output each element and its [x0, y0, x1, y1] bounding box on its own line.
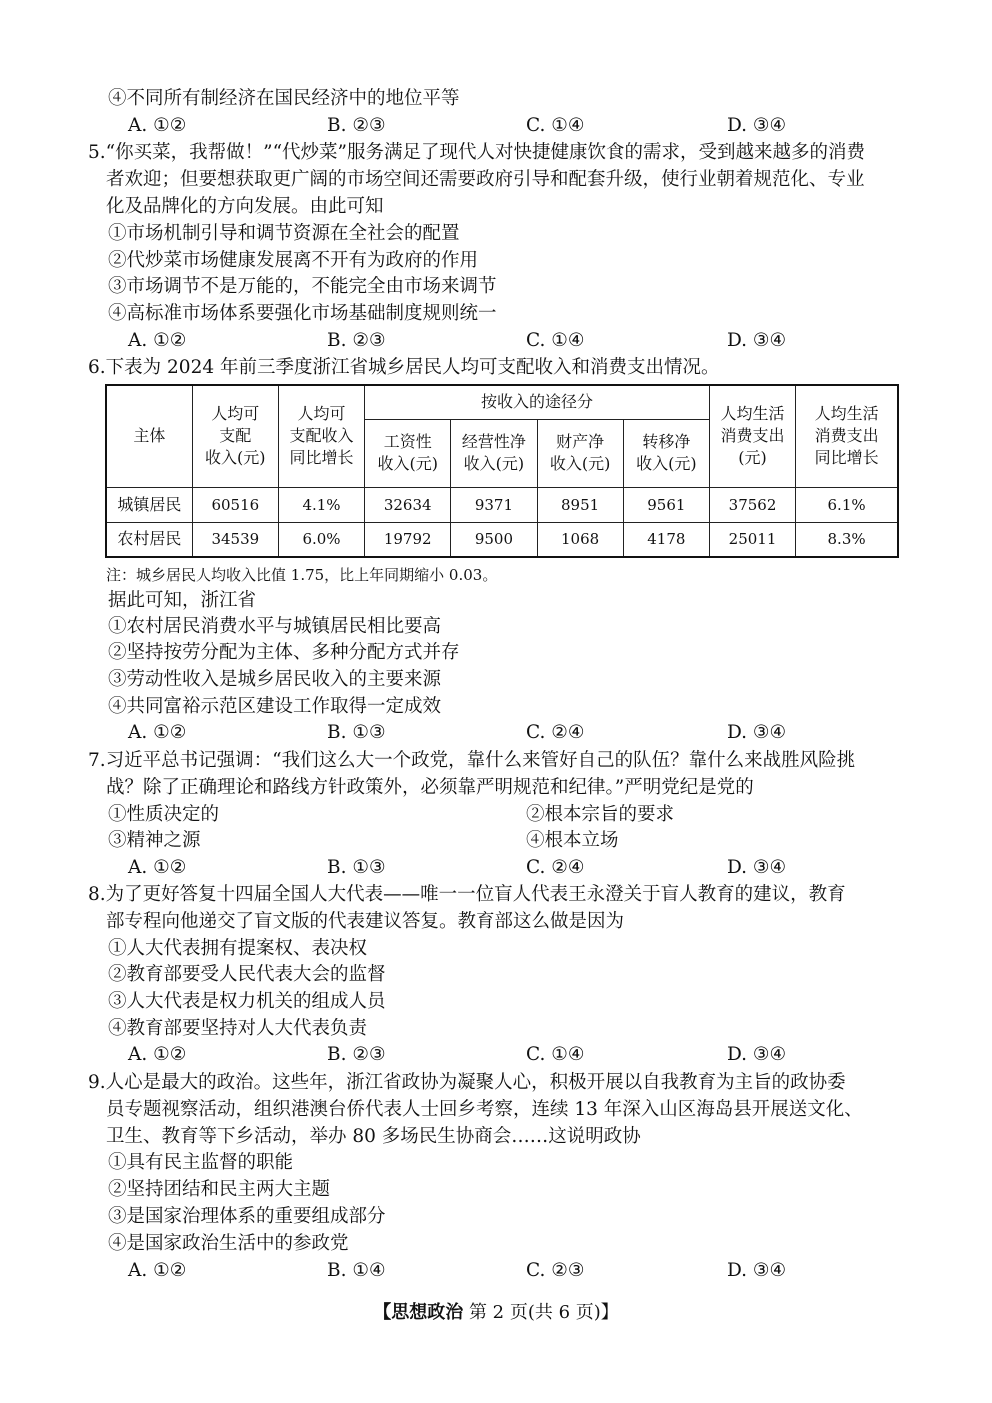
cell-wage: 19792	[365, 522, 451, 557]
cell-property: 1068	[537, 522, 623, 557]
q9-item-1: ①具有民主监督的职能	[108, 1152, 294, 1173]
q9-item-4: ④是国家政治生活中的参政党	[108, 1233, 349, 1254]
q6-option-a: A. ①②	[128, 722, 187, 743]
q9-option-d: D. ③④	[727, 1260, 787, 1281]
q4-item-4: ④不同所有制经济在国民经济中的地位平等	[108, 88, 460, 109]
header-consumption: 人均生活 消费支出 (元)	[709, 385, 795, 487]
cell-business: 9371	[451, 487, 537, 522]
q8-item-1: ①人大代表拥有提案权、表决权	[108, 938, 368, 959]
q7-stem-line2: 战？除了正确理论和路线方针政策外，必须靠严明规范和纪律。”严明党纪是党的	[106, 777, 754, 798]
income-table	[105, 384, 899, 558]
cell-property: 8951	[537, 487, 623, 522]
cell-wage: 32634	[365, 487, 451, 522]
q8-option-a: A. ①②	[128, 1044, 187, 1065]
q7-stem-line1: 7.习近平总书记强调：“我们这么大一个政党，靠什么来管好自己的队伍？靠什么来战胜风险挑	[88, 750, 856, 771]
cell-subject: 农村居民	[106, 522, 192, 557]
q8-item-2: ②教育部要受人民代表大会的监督	[108, 964, 386, 985]
header-subject: 主体	[106, 385, 192, 487]
cell-consumption-growth: 6.1%	[796, 487, 898, 522]
cell-business: 9500	[451, 522, 537, 557]
q4-option-c: C. ①④	[526, 115, 585, 136]
q8-stem-line2: 部专程向他递交了盲文版的代表建议答复。教育部这么做是因为	[106, 911, 625, 932]
q9-stem-line2: 员专题视察活动，组织港澳台侨代表人士回乡考察，连续 13 年深入山区海岛县开展送文化、	[106, 1099, 863, 1120]
header-income-sources: 按收入的途径分	[365, 385, 710, 419]
cell-income: 60516	[192, 487, 278, 522]
q8-option-b: B. ②③	[327, 1044, 386, 1065]
q9-stem-line3: 卫生、教育等下乡活动，举办 80 多场民生协商会……这说明政协	[106, 1126, 641, 1147]
q5-item-3: ③市场调节不是万能的，不能完全由市场来调节	[108, 276, 497, 297]
q8-stem-line1: 8.为了更好答复十四届全国人大代表——唯一一位盲人代表王永澄关于盲人教育的建议，教育	[88, 884, 846, 905]
q7-option-a: A. ①②	[128, 857, 187, 878]
footer-subject: 【思想政治	[373, 1302, 464, 1323]
header-business: 经营性净 收入(元)	[451, 419, 537, 487]
header-transfer: 转移净 收入(元)	[623, 419, 709, 487]
q7-option-b: B. ①③	[327, 857, 386, 878]
q5-stem-line3: 化及品牌化的方向发展。由此可知	[106, 196, 384, 217]
q9-item-3: ③是国家治理体系的重要组成部分	[108, 1206, 386, 1227]
q5-option-b: B. ②③	[327, 330, 386, 351]
table-row	[106, 487, 898, 522]
q5-item-2: ②代炒菜市场健康发展离不开有为政府的作用	[108, 250, 479, 271]
cell-income-growth: 6.0%	[278, 522, 364, 557]
header-consumption-growth: 人均生活 消费支出 同比增长	[796, 385, 898, 487]
page-footer	[0, 1298, 992, 1324]
cell-consumption-growth: 8.3%	[796, 522, 898, 557]
header-income-growth: 人均可 支配收入 同比增长	[278, 385, 364, 487]
q8-item-3: ③人大代表是权力机关的组成人员	[108, 991, 386, 1012]
q6-item-2: ②坚持按劳分配为主体、多种分配方式并存	[108, 642, 460, 663]
q5-option-c: C. ①④	[526, 330, 585, 351]
q6-lead: 据此可知，浙江省	[108, 590, 257, 611]
q4-option-a: A. ①②	[128, 115, 187, 136]
q6-stem: 6.下表为 2024 年前三季度浙江省城乡居民人均可支配收入和消费支出情况。	[88, 357, 720, 378]
q9-stem-line1: 9.人心是最大的政治。这些年，浙江省政协为凝聚人心，积极开展以自我教育为主旨的政协委	[88, 1072, 846, 1093]
q4-option-d: D. ③④	[727, 115, 787, 136]
q6-item-3: ③劳动性收入是城乡居民收入的主要来源	[108, 669, 442, 690]
table-row	[106, 522, 898, 557]
q4-option-b: B. ②③	[327, 115, 386, 136]
q5-stem-line1: 5.“你买菜，我帮做！”“代炒菜”服务满足了现代人对快捷健康饮食的需求，受到越来越多的消费	[88, 142, 865, 163]
q9-option-c: C. ②③	[526, 1260, 585, 1281]
q5-item-4: ④高标准市场体系要强化市场基础制度规则统一	[108, 303, 497, 324]
cell-income-growth: 4.1%	[278, 487, 364, 522]
q9-item-2: ②坚持团结和民主两大主题	[108, 1179, 331, 1200]
cell-transfer: 9561	[623, 487, 709, 522]
q5-stem-line2: 者欢迎；但要想获取更广阔的市场空间还需要政府引导和配套升级，使行业朝着规范化、专业	[106, 169, 865, 190]
q8-item-4: ④教育部要坚持对人大代表负责	[108, 1018, 368, 1039]
q6-item-4: ④共同富裕示范区建设工作取得一定成效	[108, 696, 442, 717]
q5-option-a: A. ①②	[128, 330, 187, 351]
q6-item-1: ①农村居民消费水平与城镇居民相比要高	[108, 616, 442, 637]
q6-option-c: C. ②④	[526, 722, 585, 743]
cell-consumption: 37562	[709, 487, 795, 522]
q8-option-c: C. ①④	[526, 1044, 585, 1065]
cell-income: 34539	[192, 522, 278, 557]
q7-item-1: ①性质决定的	[108, 804, 220, 825]
header-income: 人均可 支配 收入(元)	[192, 385, 278, 487]
q7-option-c: C. ②④	[526, 857, 585, 878]
q8-option-d: D. ③④	[727, 1044, 787, 1065]
q9-option-a: A. ①②	[128, 1260, 187, 1281]
q9-option-b: B. ①④	[327, 1260, 386, 1281]
cell-subject: 城镇居民	[106, 487, 192, 522]
q5-item-1: ①市场机制引导和调节资源在全社会的配置	[108, 223, 460, 244]
cell-transfer: 4178	[623, 522, 709, 557]
header-property: 财产净 收入(元)	[537, 419, 623, 487]
footer-page-number: 第 2 页(共 6 页)】	[468, 1302, 619, 1323]
q7-item-4: ④根本立场	[526, 830, 619, 851]
table-note: 注：城乡居民人均收入比值 1.75，比上年同期缩小 0.03。	[106, 566, 498, 584]
q5-option-d: D. ③④	[727, 330, 787, 351]
q6-option-b: B. ①③	[327, 722, 386, 743]
q7-item-2: ②根本宗旨的要求	[526, 804, 675, 825]
q7-item-3: ③精神之源	[108, 830, 201, 851]
cell-consumption: 25011	[709, 522, 795, 557]
header-wage: 工资性 收入(元)	[365, 419, 451, 487]
q7-option-d: D. ③④	[727, 857, 787, 878]
q6-option-d: D. ③④	[727, 722, 787, 743]
